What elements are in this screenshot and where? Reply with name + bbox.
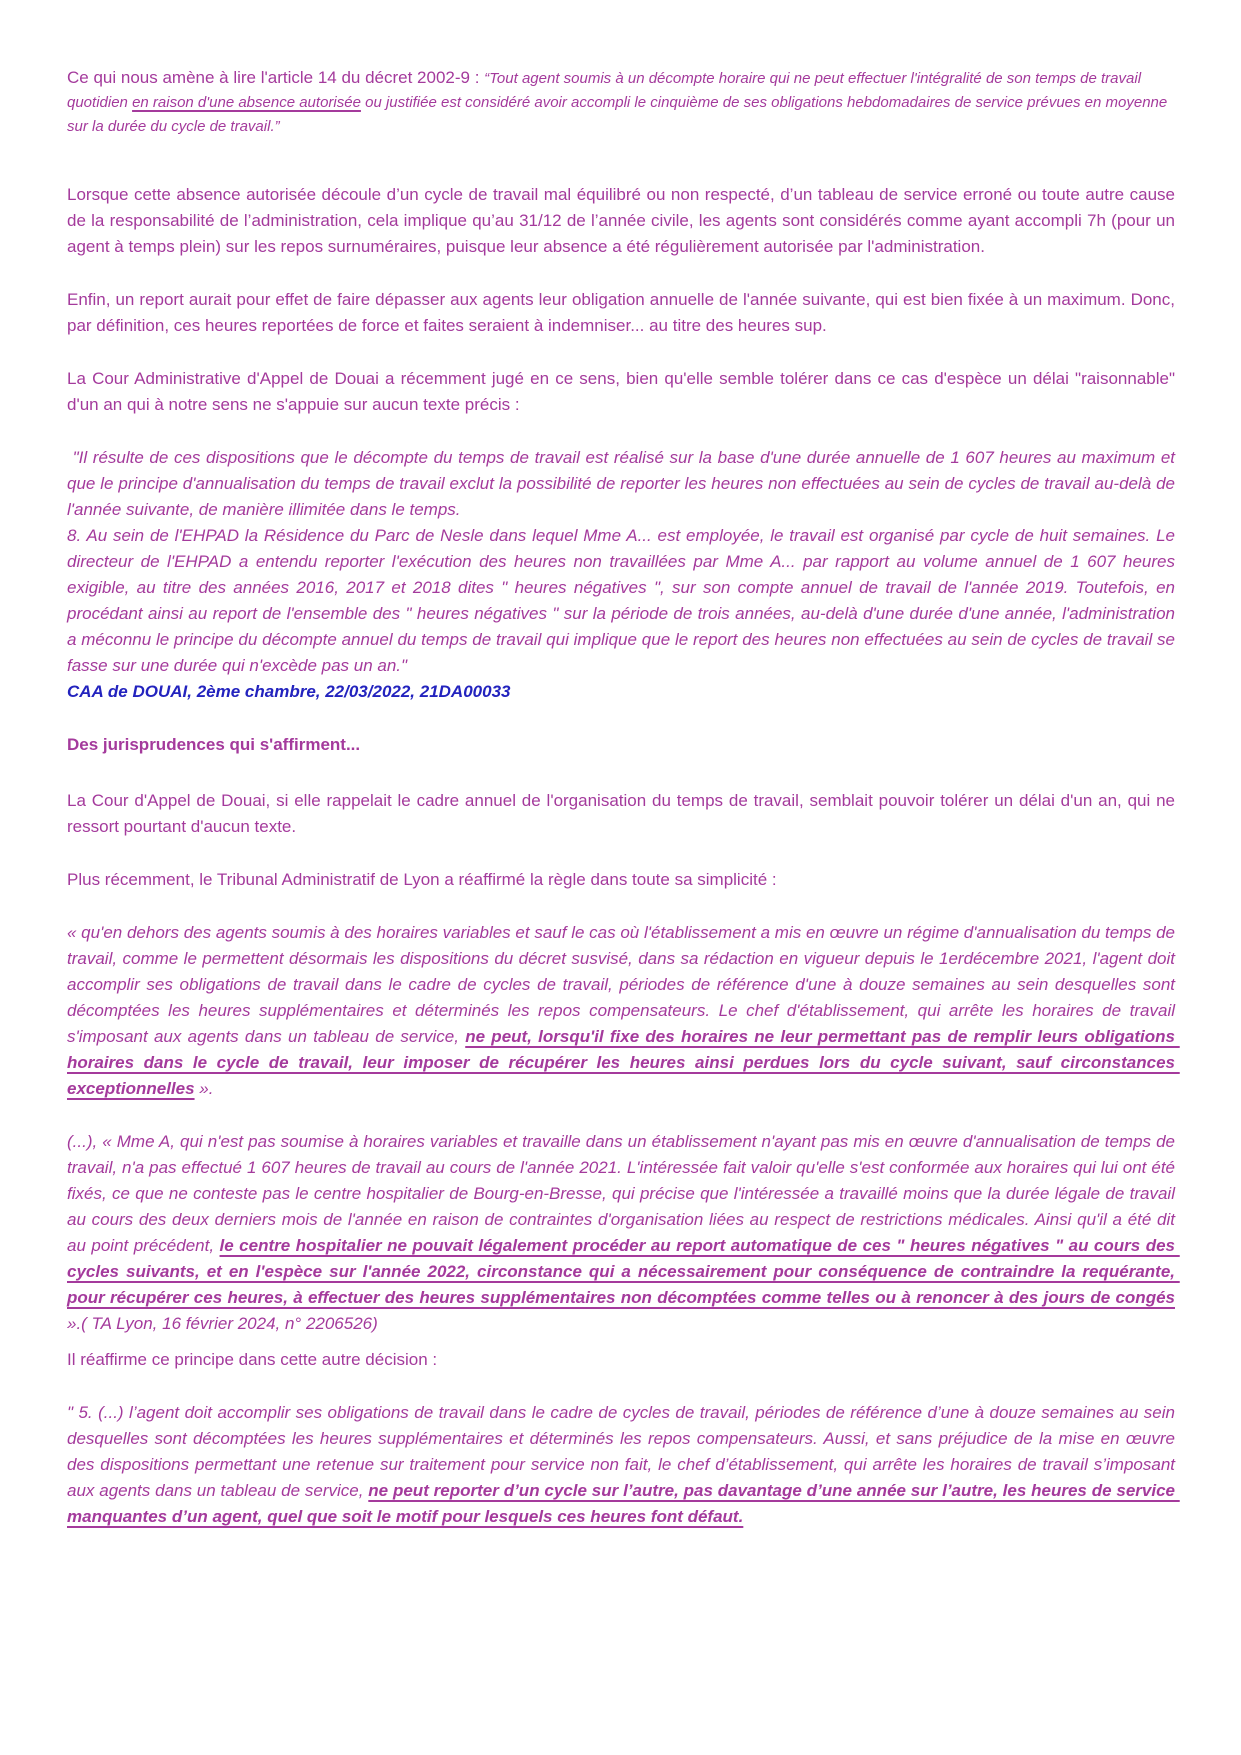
quote-ta-lyon-3 — [67, 1400, 1180, 1530]
body-text: La Cour Administrative d'Appel de Douai a récemment jugé en ce sens, bien qu'elle semble tolérer dans ce cas d'espèce un délai "raisonnable" d'un an qui à notre sens ne s'appuie sur aucun texte précis : — [67, 369, 1180, 414]
decret-quote-part-1: “Tout agent soumis à un décompte horaire qui ne peut effectuer l'intégralité de son temps de travail quotidien — [67, 70, 1146, 111]
emphasized-ruling-clause: le centre hospitalier ne pouvait légalement procéder au report automatique de ces " heures négatives " au cours des cycles suivants, et en l'espèce sur l'année 2022, circonstance qui a nécessairement pour conséquence de contraindre la requérante, pour récupérer ces heures, à effectuer des heures supplémentaires non décomptées comme telles ou à renoncer à des jours de congés — [67, 1236, 1180, 1307]
section-heading: Des jurisprudences qui s'affirment... — [67, 735, 361, 754]
jurisprudence-quote: " 5. (...) l’agent doit accomplir ses obligations de travail dans le cadre de cycles de travail, périodes de référence d’une à douze semaines au sein desquelles sont décomptées les heures supplémentaires et déterminés les repos compensateurs. Aussi, et sans préjudice de la mise en œuvre des dispositions permettant une retenue sur traitement pour service non fait, le chef d’établissement, qui arrête les horaires de travail s’imposant aux agents dans un tableau de service, — [67, 1403, 1180, 1500]
quote-close: ». — [194, 1079, 214, 1098]
para-autre-decision-intro — [67, 1347, 1175, 1373]
quote-caa-douai-part-2 — [67, 523, 1180, 679]
jurisprudence-quote: "Il résulte de ces dispositions que le décompte du temps de travail est réalisé sur la base d'une durée annuelle de 1 607 heures au maximum et que le principe d'annualisation du temps de travail exclut la possibilité de reporter les heures non effectuées au sein de cycles de travail au-delà de l'année suivante, de manière illimitée dans le temps. — [67, 448, 1180, 519]
case-reference-inline: ».( TA Lyon, 16 février 2024, n° 2206526) — [67, 1288, 1180, 1333]
intro-lead-text: Ce qui nous amène à lire l'article 14 du décret 2002-9 : — [67, 68, 485, 87]
body-text: Enfin, un report aurait pour effet de faire dépasser aux agents leur obligation annuelle de l'année suivante, qui est bien fixée à un maximum. Donc, par définition, ces heures reportées de force et faites seraient à indemniser... au titre des heures sup. — [67, 290, 1180, 335]
document-body — [67, 66, 1180, 1530]
jurisprudence-quote: 8. Au sein de l'EHPAD la Résidence du Parc de Nesle dans lequel Mme A... est employée, le travail est organisé par cycle de huit semaines. Le directeur de l'EHPAD a entendu reporter l'exécution des heures non travaillées par Mme A... par rapport au volume annuel de 1 607 heures exigible, au titre des années 2016, 2017 et 2018 dites " heures négatives ", sur son compte annuel de travail de l'année 2019. Toutefois, en procédant ainsi au report de l'ensemble des " heures négatives " sur la période de trois années, au-delà d'une durée d'une année, l'administration a méconnu le principe du décompte annuel du temps de travail qui implique que le report des heures non effectuées au sein de cycles de travail se fasse sur une durée qui n'excède pas un an." — [67, 526, 1180, 675]
decret-quote-part-2: ou justifiée est considéré avoir accompli le cinquième de ses obligations hebdomadaires de service prévues en moyenne sur la durée du cycle de travail.” — [67, 94, 1172, 135]
para-ta-lyon-intro — [67, 867, 1175, 893]
case-reference: CAA de DOUAI, 2ème chambre, 22/03/2022, 21DA00033 — [67, 682, 511, 701]
para-report-indemniser — [67, 287, 1180, 339]
para-cour-appel-douai — [67, 788, 1180, 840]
body-text: Lorsque cette absence autorisée découle d’un cycle de travail mal équilibré ou non respecté, d’un tableau de service erroné ou toute autre cause de la responsabilité de l’administration, cela implique qu’au 31/12 de l’année civile, les agents sont considérés comme ayant accompli 7h (pour un agent à temps plein) sur les repos surnuméraires, puisque leur absence a été régulièrement autorisée par l'administration. — [67, 185, 1180, 256]
para-intro-article-14 — [67, 66, 1175, 138]
body-text: Il réaffirme ce principe dans cette autre décision : — [67, 1350, 438, 1369]
heading-jurisprudences — [67, 732, 1175, 758]
para-absence-autorisee — [67, 182, 1180, 260]
quote-caa-douai-part-1 — [67, 445, 1180, 523]
body-text: Plus récemment, le Tribunal Administratif de Lyon a réaffirmé la règle dans toute sa simplicité : — [67, 870, 777, 889]
body-text: La Cour d'Appel de Douai, si elle rappelait le cadre annuel de l'organisation du temps de travail, semblait pouvoir tolérer un délai d'un an, qui ne ressort pourtant d'aucun texte. — [67, 791, 1180, 836]
decret-quote-underlined-clause: en raison d'une absence autorisée — [132, 94, 361, 111]
emphasized-ruling-clause: ne peut reporter d’un cycle sur l’autre, pas davantage d’une année sur l’autre, les heures de service manquantes d’un agent, quel que soit le motif pour lesquels ces heures font défaut. — [67, 1481, 1180, 1526]
emphasized-ruling-clause: ne peut, lorsqu'il fixe des horaires ne leur permettant pas de remplir leurs obligations horaires dans le cycle de travail, leur imposer de récupérer les heures ainsi perdues lors du cycle suivant, sauf circonstances exceptionnelles — [67, 1027, 1180, 1098]
jurisprudence-quote: (...), « Mme A, qui n'est pas soumise à horaires variables et travaille dans un établissement n'ayant pas mis en œuvre d'annualisation de temps de travail, n'a pas effectué 1 607 heures de travail au cours de l'année 2021. L'intéressée fait valoir qu'elle s'est conformée aux horaires qui lui ont été fixés, ce que ne conteste pas le centre hospitalier de Bourg-en-Bresse, qui précise que l'intéressée a travaillé moins que la durée légale de travail au cours des deux derniers mois de l'année en raison de contraintes d'organisation liées au respect de restrictions médicales. Ainsi qu'il a été dit au point précédent, — [67, 1132, 1180, 1255]
citation-caa-douai — [67, 679, 1175, 705]
quote-ta-lyon-2 — [67, 1129, 1180, 1337]
para-caa-douai-intro — [67, 366, 1180, 418]
jurisprudence-quote: « qu'en dehors des agents soumis à des horaires variables et sauf le cas où l'établissement a mis en œuvre un régime d'annualisation du temps de travail, comme le permettent désormais les dispositions du décret susvisé, dans sa rédaction en vigueur depuis le 1erdécembre 2021, l'agent doit accomplir ses obligations de travail dans le cadre de cycles de travail, périodes de référence d'une à douze semaines au sein desquelles sont décomptées les heures supplémentaires et déterminés les repos compensateurs. Le chef d'établissement, qui arrête les horaires de travail s'imposant aux agents dans un tableau de service, — [67, 923, 1180, 1046]
quote-ta-lyon-1 — [67, 920, 1180, 1102]
